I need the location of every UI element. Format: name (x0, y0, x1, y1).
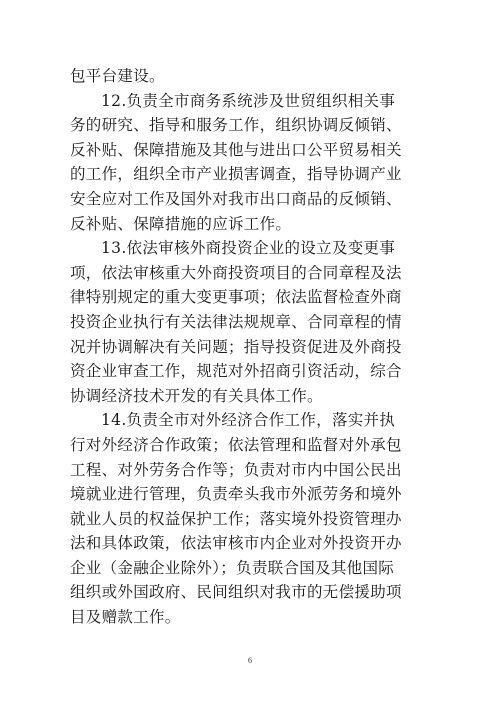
text-line: 律特别规定的重大变更事项；依法监督检查外商 (70, 288, 402, 307)
text-line: 反补贴、保障措施的应诉工作。 (70, 214, 292, 233)
text-line: 资企业审查工作，规范对外招商引资活动，综合 (70, 362, 402, 381)
text-line: 的工作，组织全市产业损害调查，指导协调产业 (70, 165, 402, 184)
text-line: 行对外经济合作政策；依法管理和监督对外承包 (70, 435, 402, 454)
text-line: 务的研究、指导和服务工作，组织协调反倾销、 (70, 116, 402, 135)
document-body (70, 64, 434, 630)
text-line: 目及赠款工作。 (70, 608, 181, 627)
text-line: 安全应对工作及国外对我市出口商品的反倾销、 (70, 189, 402, 208)
text-line: 组织或外国政府、民间组织对我市的无偿援助项 (70, 583, 402, 602)
text-line: 工程、对外劳务合作等；负责对市内中国公民出 (70, 460, 402, 479)
text-line: 项，依法审核重大外商投资项目的合同章程及法 (70, 263, 402, 282)
text-line: 企业（金融企业除外）；负责联合国及其他国际 (70, 558, 395, 577)
text-line: 就业人员的权益保护工作；落实境外投资管理办 (70, 509, 402, 528)
text-line: 境就业进行管理，负责牵头我市外派劳务和境外 (70, 485, 402, 504)
text-line: 法和具体政策，依法审核市内企业对外投资开办 (70, 534, 402, 553)
page-number: 6 (248, 656, 252, 665)
text-line: 协调经济技术开发的有关具体工作。 (70, 386, 323, 405)
item-13-first-line: 13.依法审核外商投资企业的设立及变更事 (101, 239, 396, 258)
text-line: 况并协调解决有关问题；指导投资促进及外商投 (70, 337, 402, 356)
text-line: 反补贴、保障措施及其他与进出口公平贸易相关 (70, 140, 402, 159)
text-line: 包平台建设。 (70, 67, 165, 85)
item-12-first-line: 12.负责全市商务系统涉及世贸组织相关事 (101, 91, 396, 110)
text-line: 投资企业执行有关法律法规规章、合同章程的情 (70, 312, 402, 331)
item-14-first-line: 14.负责全市对外经济合作工作，落实并执 (101, 411, 396, 430)
